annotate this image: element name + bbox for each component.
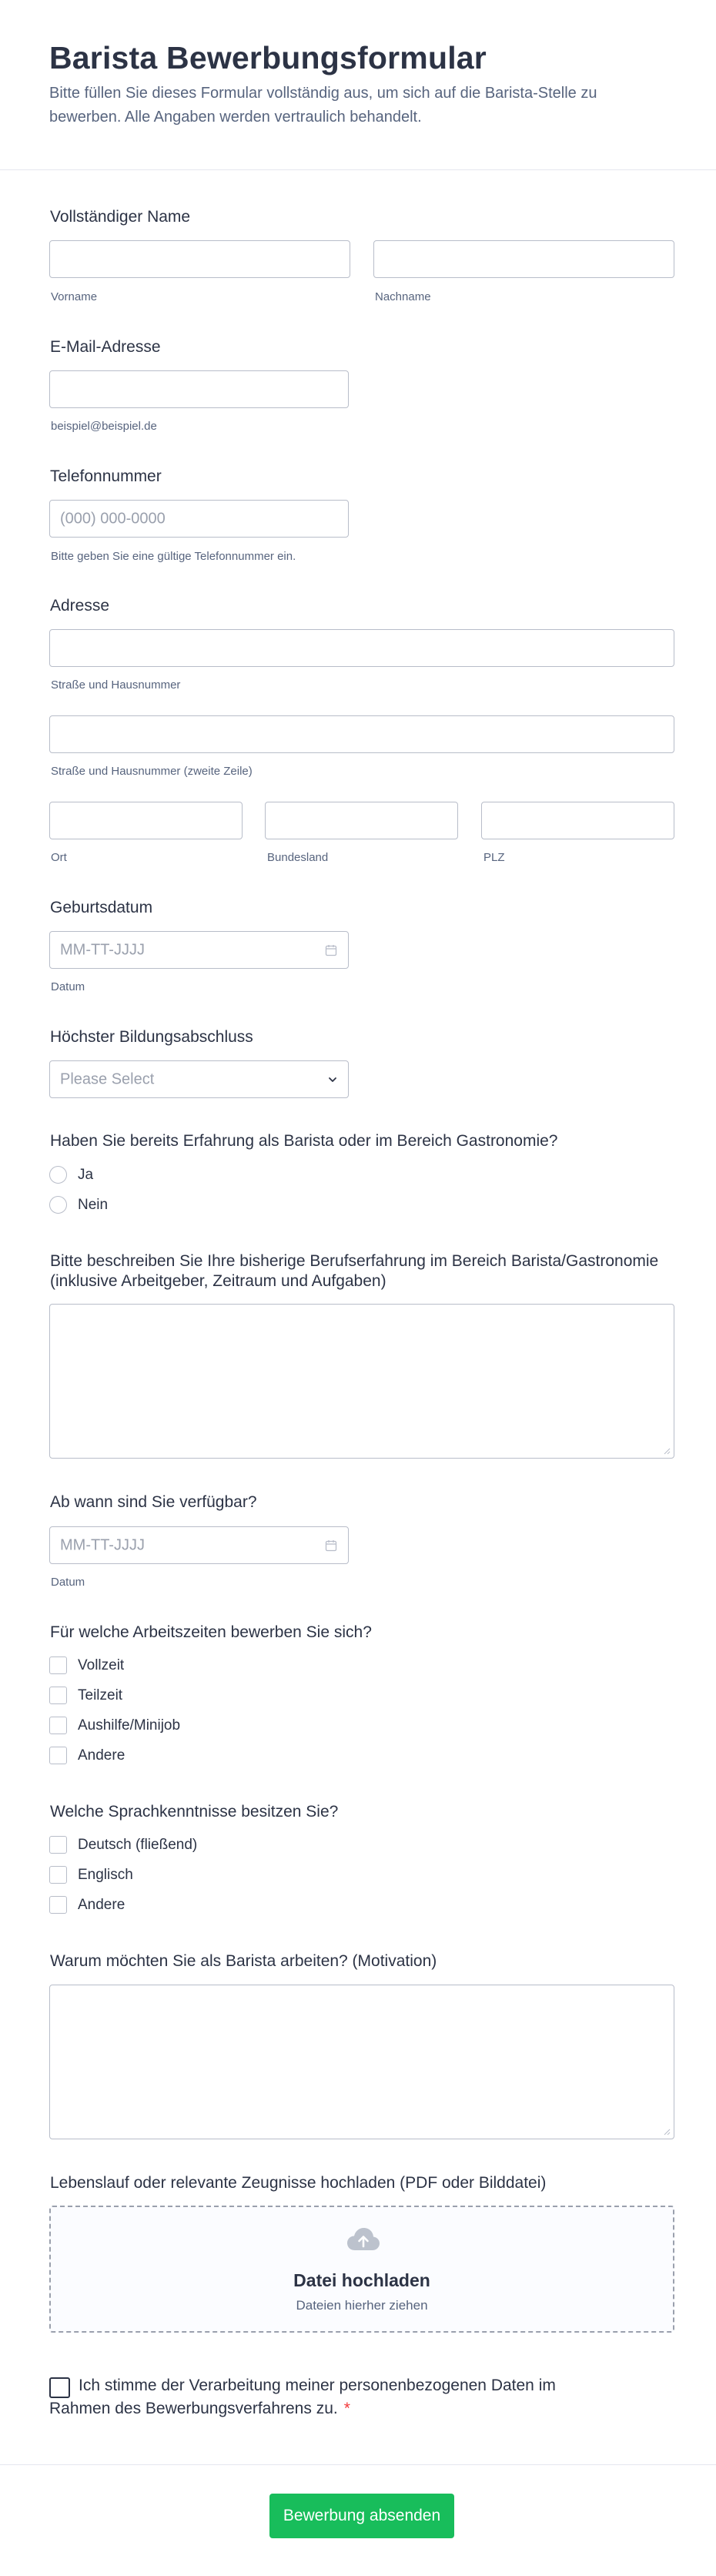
checkbox-andere-hours[interactable] bbox=[49, 1747, 67, 1764]
motivation-textarea[interactable] bbox=[49, 1985, 674, 2139]
availability-placeholder: MM-TT-JJJJ bbox=[60, 1536, 145, 1553]
radio-nein[interactable] bbox=[49, 1196, 67, 1214]
file-upload-dropzone[interactable] bbox=[49, 2206, 674, 2333]
experience-label: Haben Sie bereits Erfahrung als Barista oder im Bereich Gastronomie? bbox=[50, 1132, 558, 1150]
checkbox-aushilfe-label: Aushilfe/Minijob bbox=[78, 1717, 181, 1734]
checkbox-andere-languages[interactable] bbox=[49, 1896, 67, 1914]
availability-sublabel: Datum bbox=[51, 1576, 85, 1589]
first-name-input[interactable] bbox=[49, 240, 350, 278]
city-input[interactable] bbox=[49, 802, 243, 839]
consent-text: Ich stimme der Verarbeitung meiner personenbezogenen Daten im Rahmen des Bewerbungsverfahrens zu. bbox=[49, 2377, 556, 2417]
availability-label: Ab wann sind Sie verfügbar? bbox=[50, 1493, 257, 1511]
resize-handle-icon[interactable] bbox=[663, 1447, 671, 1455]
birthdate-placeholder: MM-TT-JJJJ bbox=[60, 941, 145, 958]
email-input[interactable] bbox=[49, 370, 349, 408]
state-input[interactable] bbox=[265, 802, 458, 839]
chevron-down-icon bbox=[326, 1074, 339, 1086]
email-label: E-Mail-Adresse bbox=[50, 338, 161, 356]
page-description: Bitte füllen Sie dieses Formular vollständig aus, um sich auf die Barista-Stelle zu bewerben. Alle Angaben werden vertraulich behandelt. bbox=[49, 85, 597, 126]
checkbox-englisch-label: Englisch bbox=[78, 1867, 133, 1883]
zip-input[interactable] bbox=[481, 802, 674, 839]
checkbox-teilzeit[interactable] bbox=[49, 1687, 67, 1704]
birthdate-label: Geburtsdatum bbox=[50, 899, 153, 916]
page-title: Barista Bewerbungsformular bbox=[49, 40, 487, 75]
city-sublabel: Ort bbox=[51, 851, 67, 864]
header-divider bbox=[0, 169, 716, 170]
checkbox-deutsch[interactable] bbox=[49, 1836, 67, 1854]
street2-sublabel: Straße und Hausnummer (zweite Zeile) bbox=[51, 765, 253, 778]
working-hours-label: Für welche Arbeitszeiten bewerben Sie sich? bbox=[50, 1623, 372, 1641]
submit-button[interactable]: Bewerbung absenden bbox=[269, 2494, 454, 2538]
checkbox-englisch[interactable] bbox=[49, 1866, 67, 1884]
phone-placeholder: (000) 000-0000 bbox=[60, 510, 166, 527]
upload-subtitle: Dateien hierher ziehen bbox=[296, 2298, 428, 2313]
experience-details-label-line1: Bitte beschreiben Sie Ihre bisherige Berufserfahrung im Bereich Barista/Gastronomie bbox=[50, 1252, 659, 1270]
required-asterisk: * bbox=[343, 2400, 350, 2417]
street-input[interactable] bbox=[49, 629, 674, 667]
calendar-icon[interactable] bbox=[325, 944, 337, 956]
education-placeholder: Please Select bbox=[60, 1070, 155, 1087]
calendar-icon[interactable] bbox=[325, 1539, 337, 1552]
phone-sublabel: Bitte geben Sie eine gültige Telefonnummer ein. bbox=[51, 550, 296, 563]
availability-input[interactable] bbox=[49, 1526, 349, 1564]
last-name-input[interactable] bbox=[373, 240, 674, 278]
consent-label bbox=[49, 2374, 588, 2420]
first-name-sublabel: Vorname bbox=[51, 290, 98, 303]
street2-input[interactable] bbox=[49, 715, 674, 753]
radio-ja-label: Ja bbox=[78, 1167, 94, 1183]
email-sublabel: beispiel@beispiel.de bbox=[51, 420, 157, 433]
motivation-label: Warum möchten Sie als Barista arbeiten? (Motivation) bbox=[50, 1952, 437, 1970]
experience-details-label-line2: (inklusive Arbeitgeber, Zeitraum und Aufgaben) bbox=[50, 1272, 386, 1290]
checkbox-vollzeit[interactable] bbox=[49, 1656, 67, 1674]
footer-divider bbox=[0, 2464, 716, 2465]
upload-label: Lebenslauf oder relevante Zeugnisse hochladen (PDF oder Bilddatei) bbox=[50, 2174, 547, 2192]
languages-label: Welche Sprachkenntnisse besitzen Sie? bbox=[50, 1803, 339, 1821]
checkbox-teilzeit-label: Teilzeit bbox=[78, 1687, 123, 1703]
street-sublabel: Straße und Hausnummer bbox=[51, 678, 181, 692]
state-sublabel: Bundesland bbox=[267, 851, 329, 864]
zip-sublabel: PLZ bbox=[483, 851, 505, 864]
radio-nein-label: Nein bbox=[78, 1197, 109, 1213]
checkbox-deutsch-label: Deutsch (fließend) bbox=[78, 1837, 198, 1853]
phone-input[interactable] bbox=[49, 500, 349, 538]
birthdate-input[interactable] bbox=[49, 931, 349, 969]
name-label: Vollständiger Name bbox=[50, 208, 191, 226]
experience-details-textarea[interactable] bbox=[49, 1304, 674, 1459]
checkbox-aushilfe[interactable] bbox=[49, 1717, 67, 1734]
education-label: Höchster Bildungsabschluss bbox=[50, 1028, 253, 1046]
education-select[interactable] bbox=[49, 1060, 349, 1098]
cloud-upload-icon bbox=[346, 2226, 381, 2253]
upload-title: Datei hochladen bbox=[293, 2270, 430, 2290]
birthdate-sublabel: Datum bbox=[51, 980, 85, 993]
checkbox-vollzeit-label: Vollzeit bbox=[78, 1657, 125, 1673]
last-name-sublabel: Nachname bbox=[375, 290, 431, 303]
radio-ja[interactable] bbox=[49, 1166, 67, 1184]
phone-label: Telefonnummer bbox=[50, 467, 162, 485]
checkbox-andere-hours-label: Andere bbox=[78, 1747, 125, 1764]
resize-handle-icon[interactable] bbox=[663, 2128, 671, 2136]
checkbox-andere-languages-label: Andere bbox=[78, 1897, 125, 1913]
address-label: Adresse bbox=[50, 597, 110, 615]
